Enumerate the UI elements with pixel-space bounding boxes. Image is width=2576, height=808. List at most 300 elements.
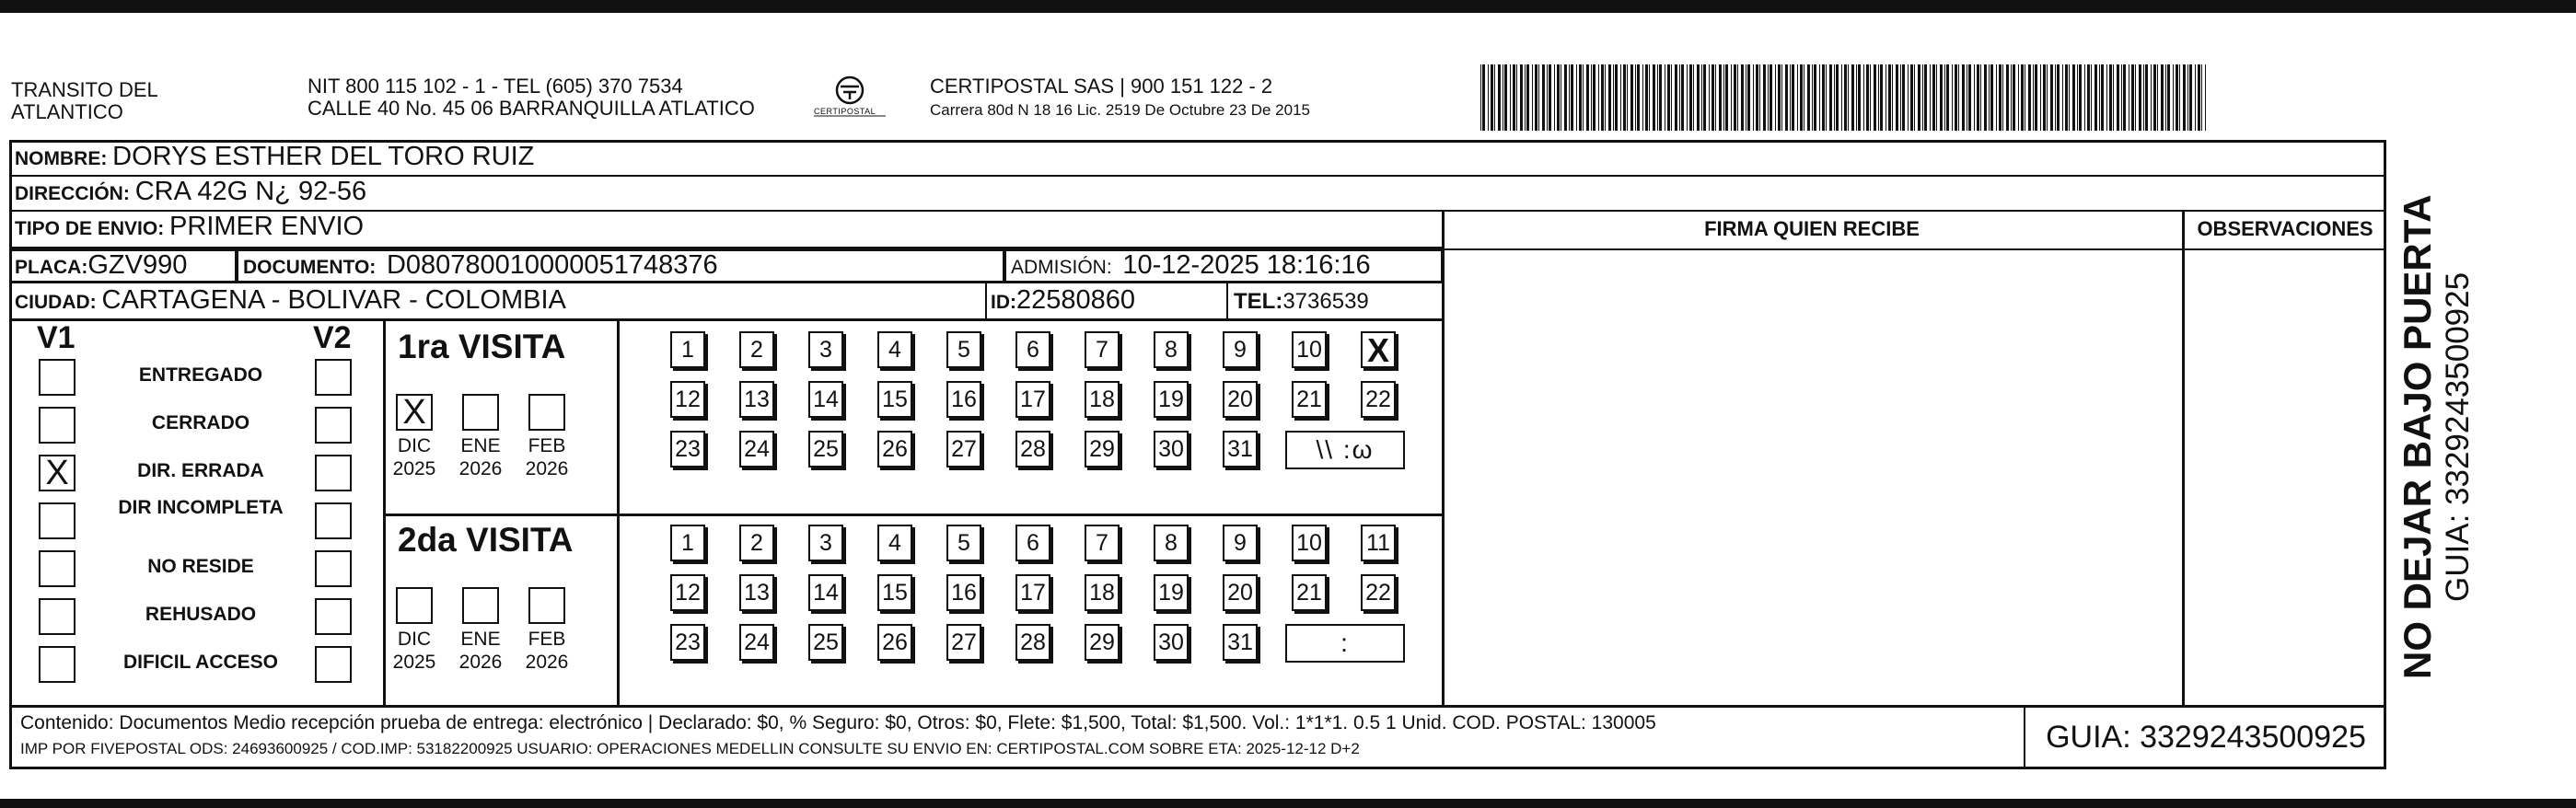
barcode-bar [1697,64,1700,131]
barcode-bar [1900,64,1901,131]
barcode-bar [1649,64,1650,131]
day-box[interactable]: 1 [670,331,705,368]
day-box[interactable]: 29 [1085,624,1120,661]
barcode-bar [1910,64,1913,131]
barcode-bar [1737,64,1738,131]
barcode-bar [1822,64,1825,131]
barcode-bar [2079,64,2082,131]
barcode-bar [1990,64,1993,131]
month-label [519,628,574,674]
time-box[interactable]: \\ :ω [1285,431,1405,469]
barcode-bar [1858,64,1861,131]
barcode-bar [1653,64,1655,131]
day-box[interactable]: 25 [808,624,843,661]
time-box[interactable]: : [1285,624,1405,663]
row-line-5 [9,318,1444,321]
barcode-bar [2072,64,2075,131]
footer-line [9,705,2386,708]
barcode-bar [2062,64,2063,131]
day-box[interactable]: X [1361,331,1396,368]
barcode-bar [1513,64,1515,131]
barcode-bar [1630,64,1633,131]
barcode-bar [2195,64,2196,131]
day-box[interactable]: 27 [946,431,981,467]
columns-header-line [1442,248,2386,250]
courier-address: Carrera 80d N 18 16 Lic. 2519 De Octubre 23 De 2015 [930,101,1310,119]
barcode-bar [1488,64,1489,131]
barcode-bar [2151,64,2152,131]
barcode-bar [1844,64,1847,131]
barcode-bar [1974,64,1975,131]
admision-field [1011,250,1371,281]
barcode-bar [1671,64,1672,131]
barcode-bar [1623,64,1626,131]
barcode-bar [1637,64,1640,131]
barcode-bar [1557,64,1560,131]
admision-label: ADMISIÓN: [1011,257,1112,278]
barcode-bar [1826,64,1827,131]
barcode-bar [1693,64,1694,131]
visit1-title: 1ra VISITA [398,328,566,365]
day-box[interactable]: 28 [1015,624,1050,661]
barcode-bar [1549,64,1551,131]
barcode-bar [1797,64,1798,131]
barcode-bar [1763,64,1766,131]
barcode-bar [1958,64,1959,131]
barcode-bar [1790,64,1791,131]
barcode-bar [1608,64,1611,131]
day-box[interactable]: 22 [1361,574,1396,611]
month-checkbox[interactable] [528,394,565,431]
day-box[interactable]: 16 [946,381,981,418]
barcode-bar [2018,64,2019,131]
barcode-bar [2101,64,2104,131]
barcode-bar [2189,64,2192,131]
barcode-bar [1709,64,1710,131]
barcode-bar [1701,64,1702,131]
barcode-bar [1741,64,1744,131]
status-label: NO RESIDE [147,556,254,577]
barcode-bar [1996,64,1997,131]
obs-divider [2182,210,2185,707]
day-box[interactable]: 1 [670,525,705,561]
barcode-bar [1554,64,1555,131]
bottom-border [0,799,2576,808]
day-box[interactable]: 8 [1154,525,1189,561]
row-line-2 [9,210,2386,212]
barcode-bar [2006,64,2009,131]
barcode-bar [2011,64,2012,131]
firma-divider [1442,210,1445,707]
barcode-bar [1952,64,1953,131]
barcode-bar [1715,64,1716,131]
day-box[interactable]: 27 [946,624,981,661]
barcode-bar [1989,64,1990,131]
barcode-bar [2084,64,2085,131]
barcode-bar [2106,64,2107,131]
status-label: ENTREGADO [138,364,263,386]
barcode-bar [1520,64,1523,131]
barcode-bar [1968,64,1971,131]
courier-info [930,75,1310,120]
barcode-bar [1770,64,1772,131]
ciudad-field [15,285,566,316]
barcode-bar [1601,64,1604,131]
day-box[interactable]: 14 [808,381,843,418]
barcode-bar [2047,64,2048,131]
barcode-bar [2135,64,2136,131]
barcode-bar [1807,64,1810,131]
barcode-bar [2065,64,2068,131]
barcode-bar [1851,64,1854,131]
id-label: ID: [991,292,1016,313]
barcode-bar [1924,64,1927,131]
v2-checkbox[interactable] [315,502,352,539]
barcode-bar [1856,64,1857,131]
day-box[interactable]: 18 [1085,574,1120,611]
barcode-bar [1946,64,1949,131]
month-year: 2026 [458,458,503,479]
month-year: 2025 [392,652,436,673]
placa-field [15,250,187,281]
day-box[interactable]: 31 [1223,624,1258,661]
barcode-bar [1768,64,1769,131]
barcode-bar [2043,64,2046,131]
barcode-bar [1866,64,1869,131]
barcode-bar [1999,64,2002,131]
day-box[interactable]: 31 [1223,431,1258,467]
id-divider [985,283,987,320]
v2-checkbox[interactable] [315,550,352,587]
barcode-bar [1498,64,1501,131]
barcode-bar [1504,64,1507,131]
day-box[interactable]: 8 [1154,331,1189,368]
v2-checkbox[interactable] [315,455,352,491]
barcode-bar [2153,64,2156,131]
barcode-bar [1571,64,1573,131]
barcode-bar [1888,64,1891,131]
barcode-bar [1792,64,1794,131]
barcode-bar [1635,64,1636,131]
day-box[interactable]: 5 [946,331,981,368]
day-box[interactable]: 9 [1223,331,1258,368]
barcode-bar [1591,64,1592,131]
day-box[interactable]: 25 [808,431,843,467]
nombre-label: NOMBRE: [15,148,108,169]
v1-checkbox[interactable]: X [39,455,75,491]
barcode-bar [1870,64,1871,131]
month-year: 2026 [458,652,503,673]
company-name [11,79,158,123]
day-box[interactable]: 4 [877,331,912,368]
barcode-bar [1725,64,1728,131]
month-label [453,434,508,480]
barcode-bar [2157,64,2158,131]
tel-value: 3736539 [1282,289,1369,314]
nit-line: NIT 800 115 102 - 1 - TEL (605) 370 7534 [307,75,683,98]
barcode-bar [1753,64,1754,131]
barcode-bar [1703,64,1706,131]
tel-label: TEL: [1234,289,1283,314]
barcode-bar [1569,64,1570,131]
side-guia: GUIA: 3329243500925 [2440,271,2476,602]
footer-guia: GUIA: 3329243500925 [2046,720,2366,755]
status-label: DIFICIL ACCESO [122,652,278,673]
day-box[interactable]: 19 [1154,381,1189,418]
barcode-bar [1980,64,1981,131]
tel-divider [1226,283,1228,320]
barcode-bar [2028,64,2031,131]
day-box[interactable]: 7 [1085,331,1120,368]
day-box[interactable]: 21 [1292,574,1327,611]
day-box[interactable]: 11 [1361,525,1396,561]
day-box[interactable]: 22 [1361,381,1396,418]
address-line: CALLE 40 No. 45 06 BARRANQUILLA ATLATICO [307,97,755,120]
barcode-bar [1719,64,1722,131]
day-box[interactable]: 4 [877,525,912,561]
barcode-bar [2187,64,2188,131]
month-name: DIC [397,435,432,456]
barcode-bar [2077,64,2078,131]
day-box[interactable]: 3 [808,525,843,561]
barcode-bar [1510,64,1511,131]
day-box[interactable]: 9 [1223,525,1258,561]
footer-imp: IMP POR FIVEPOSTAL ODS: 24693600925 / COD.IMP: 53182200925 USUARIO: OPERACIONES MEDELLIN CONSULTE SU ENVIO EN: CERTIPOSTAL.COM SOBRE ETA: 2025-12-12 D+2 [20,740,1360,757]
month-label [453,628,508,674]
barcode-bar [1579,64,1582,131]
barcode-bar [2033,64,2034,131]
day-box[interactable]: 15 [877,381,912,418]
tipo-envio-field [15,212,364,242]
month-year: 2026 [525,458,569,479]
barcode-bar [2117,64,2119,131]
barcode-bar [2205,64,2206,131]
day-box[interactable]: 15 [877,574,912,611]
day-box[interactable]: 3 [808,331,843,368]
logo-text: CERTIPOSTAL [814,107,876,116]
barcode-bar [2057,64,2060,131]
barcode-bar [1482,64,1485,131]
barcode-bar [1812,64,1813,131]
day-box[interactable]: 5 [946,525,981,561]
month-name: ENE [460,435,501,456]
day-box[interactable]: 10 [1292,331,1327,368]
v1-checkbox[interactable] [39,359,75,396]
ciudad-value: CARTAGENA - BOLIVAR - COLOMBIA [101,285,566,315]
company-name-line1: TRANSITO DEL [11,78,158,101]
side-warning: NO DEJAR BAJO PUERTA [2396,194,2439,679]
month-year: 2025 [392,458,436,479]
day-box[interactable]: 17 [1015,574,1050,611]
id-value: 22580860 [1016,285,1136,315]
barcode-bar [1681,64,1684,131]
month-checkbox[interactable] [462,587,499,624]
day-box[interactable]: 16 [946,574,981,611]
day-box[interactable]: 24 [739,431,774,467]
day-box[interactable]: 20 [1223,381,1258,418]
barcode-bar [1922,64,1923,131]
day-box[interactable]: 23 [670,624,705,661]
month-name: FEB [528,629,566,650]
month-name: DIC [397,629,432,650]
day-box[interactable]: 6 [1015,525,1050,561]
barcode-bar [1731,64,1732,131]
company-name-line2: ATLANTICO [11,100,123,123]
day-box[interactable]: 29 [1085,431,1120,467]
day-box[interactable]: 6 [1015,331,1050,368]
day-box[interactable]: 13 [739,381,774,418]
day-box[interactable]: 12 [670,381,705,418]
barcode-bar [1659,64,1662,131]
barcode-bar [1863,64,1864,131]
barcode-bar [2179,64,2180,131]
barcode-bar [1532,64,1533,131]
day-box[interactable]: 18 [1085,381,1120,418]
v1-checkbox[interactable] [39,407,75,444]
v1-checkbox[interactable] [39,550,75,587]
barcode-bar [1480,64,1481,131]
barcode-bar [1878,64,1879,131]
barcode-bar [1525,64,1526,131]
tipo-envio-label: TIPO DE ENVIO: [15,218,165,239]
direccion-field [15,177,366,207]
barcode-bar [1848,64,1849,131]
day-box[interactable]: 30 [1154,431,1189,467]
barcode-bar [1759,64,1760,131]
barcode-bar [1547,64,1548,131]
barcode-bar [1984,64,1987,131]
barcode-bar [2167,64,2170,131]
day-box[interactable]: 20 [1223,574,1258,611]
barcode-bar [2040,64,2041,131]
barcode-bar [2143,64,2144,131]
barcode-bar [2176,64,2178,131]
month-label [519,434,574,480]
barcode-bar [1576,64,1577,131]
observaciones-header: OBSERVACIONES [2197,217,2373,240]
nombre-field [15,142,534,172]
documento-label: DOCUMENTO: [243,257,377,278]
barcode-bar [2145,64,2148,131]
day-box[interactable]: 23 [670,431,705,467]
barcode-bar [2139,64,2141,131]
barcode-bar [1627,64,1628,131]
nombre-value: DORYS ESTHER DEL TORO RUIZ [112,142,535,171]
status-label: DIR INCOMPLETA [118,497,284,518]
barcode-bar [2050,64,2053,131]
barcode-bar [2094,64,2097,131]
day-box[interactable]: 2 [739,331,774,368]
day-box[interactable]: 12 [670,574,705,611]
day-box[interactable]: 13 [739,574,774,611]
barcode-bar [1908,64,1909,131]
barcode-bar [1781,64,1782,131]
day-box[interactable]: 2 [739,525,774,561]
barcode-bar [1785,64,1788,131]
v2-checkbox[interactable] [315,359,352,396]
barcode-bar [2055,64,2056,131]
v1-checkbox[interactable] [39,598,75,635]
barcode-bar [1880,64,1883,131]
barcode-bar [1586,64,1589,131]
barcode-bar [1940,64,1943,131]
barcode-bar [1955,64,1957,131]
barcode [1480,64,2206,131]
barcode-bar [1756,64,1758,131]
admision-value: 10-12-2025 18:16:16 [1122,250,1371,280]
barcode-bar [2069,64,2070,131]
barcode-bar [1734,64,1736,131]
documento-field [243,250,718,281]
day-box[interactable]: 17 [1015,381,1050,418]
barcode-bar [2201,64,2202,131]
barcode-bar [1800,64,1803,131]
month-checkbox[interactable] [462,394,499,431]
month-label [387,434,442,480]
status-label: DIR. ERRADA [137,460,264,481]
ciudad-label: CIUDAD: [15,292,97,313]
v2-checkbox[interactable] [315,598,352,635]
barcode-bar [1598,64,1599,131]
day-box[interactable]: 26 [877,624,912,661]
barcode-bar [1494,64,1495,131]
month-checkbox[interactable] [528,587,565,624]
courier-line: CERTIPOSTAL SAS | 900 151 122 - 2 [930,75,1273,98]
barcode-bar [1874,64,1876,131]
placa-value: GZV990 [87,250,188,280]
barcode-bar [1962,64,1965,131]
barcode-bar [1689,64,1692,131]
month-checkbox[interactable]: X [396,394,433,431]
month-checkbox[interactable] [396,587,433,624]
barcode-bar [1657,64,1658,131]
day-box[interactable]: 7 [1085,525,1120,561]
day-box[interactable]: 19 [1154,574,1189,611]
v1-checkbox[interactable] [39,502,75,539]
tel-field [1234,289,1369,315]
barcode-bar [1667,64,1670,131]
barcode-bar [1819,64,1820,131]
day-box[interactable]: 10 [1292,525,1327,561]
barcode-bar [1914,64,1915,131]
v2-checkbox[interactable] [315,646,352,683]
barcode-bar [1526,64,1529,131]
company-info [307,75,755,120]
barcode-bar [2087,64,2090,131]
barcode-bar [1675,64,1677,131]
v2-checkbox[interactable] [315,407,352,444]
barcode-bar [1613,64,1614,131]
footer-contenido: Contenido: Documentos Medio recepción prueba de entrega: electrónico | Declarado: $0, % Seguro: $0, Otros: $0, Flete: $1,500, Total: $1,500. Vol.: 1*1*1. 0.5 1 Unid. COD. POSTAL: 130005 [20,712,1656,733]
barcode-bar [1542,64,1545,131]
day-box[interactable]: 28 [1015,431,1050,467]
barcode-bar [2161,64,2164,131]
barcode-bar [1829,64,1832,131]
barcode-bar [2131,64,2134,131]
barcode-bar [2013,64,2015,131]
v1-checkbox[interactable] [39,646,75,683]
barcode-bar [1918,64,1920,131]
day-box[interactable]: 26 [877,431,912,467]
day-box[interactable]: 24 [739,624,774,661]
day-box[interactable]: 30 [1154,624,1189,661]
barcode-bar [1944,64,1945,131]
barcode-bar [1896,64,1898,131]
day-box[interactable]: 14 [808,574,843,611]
month-year: 2026 [525,652,569,673]
day-box[interactable]: 21 [1292,381,1327,418]
barcode-bar [1583,64,1584,131]
